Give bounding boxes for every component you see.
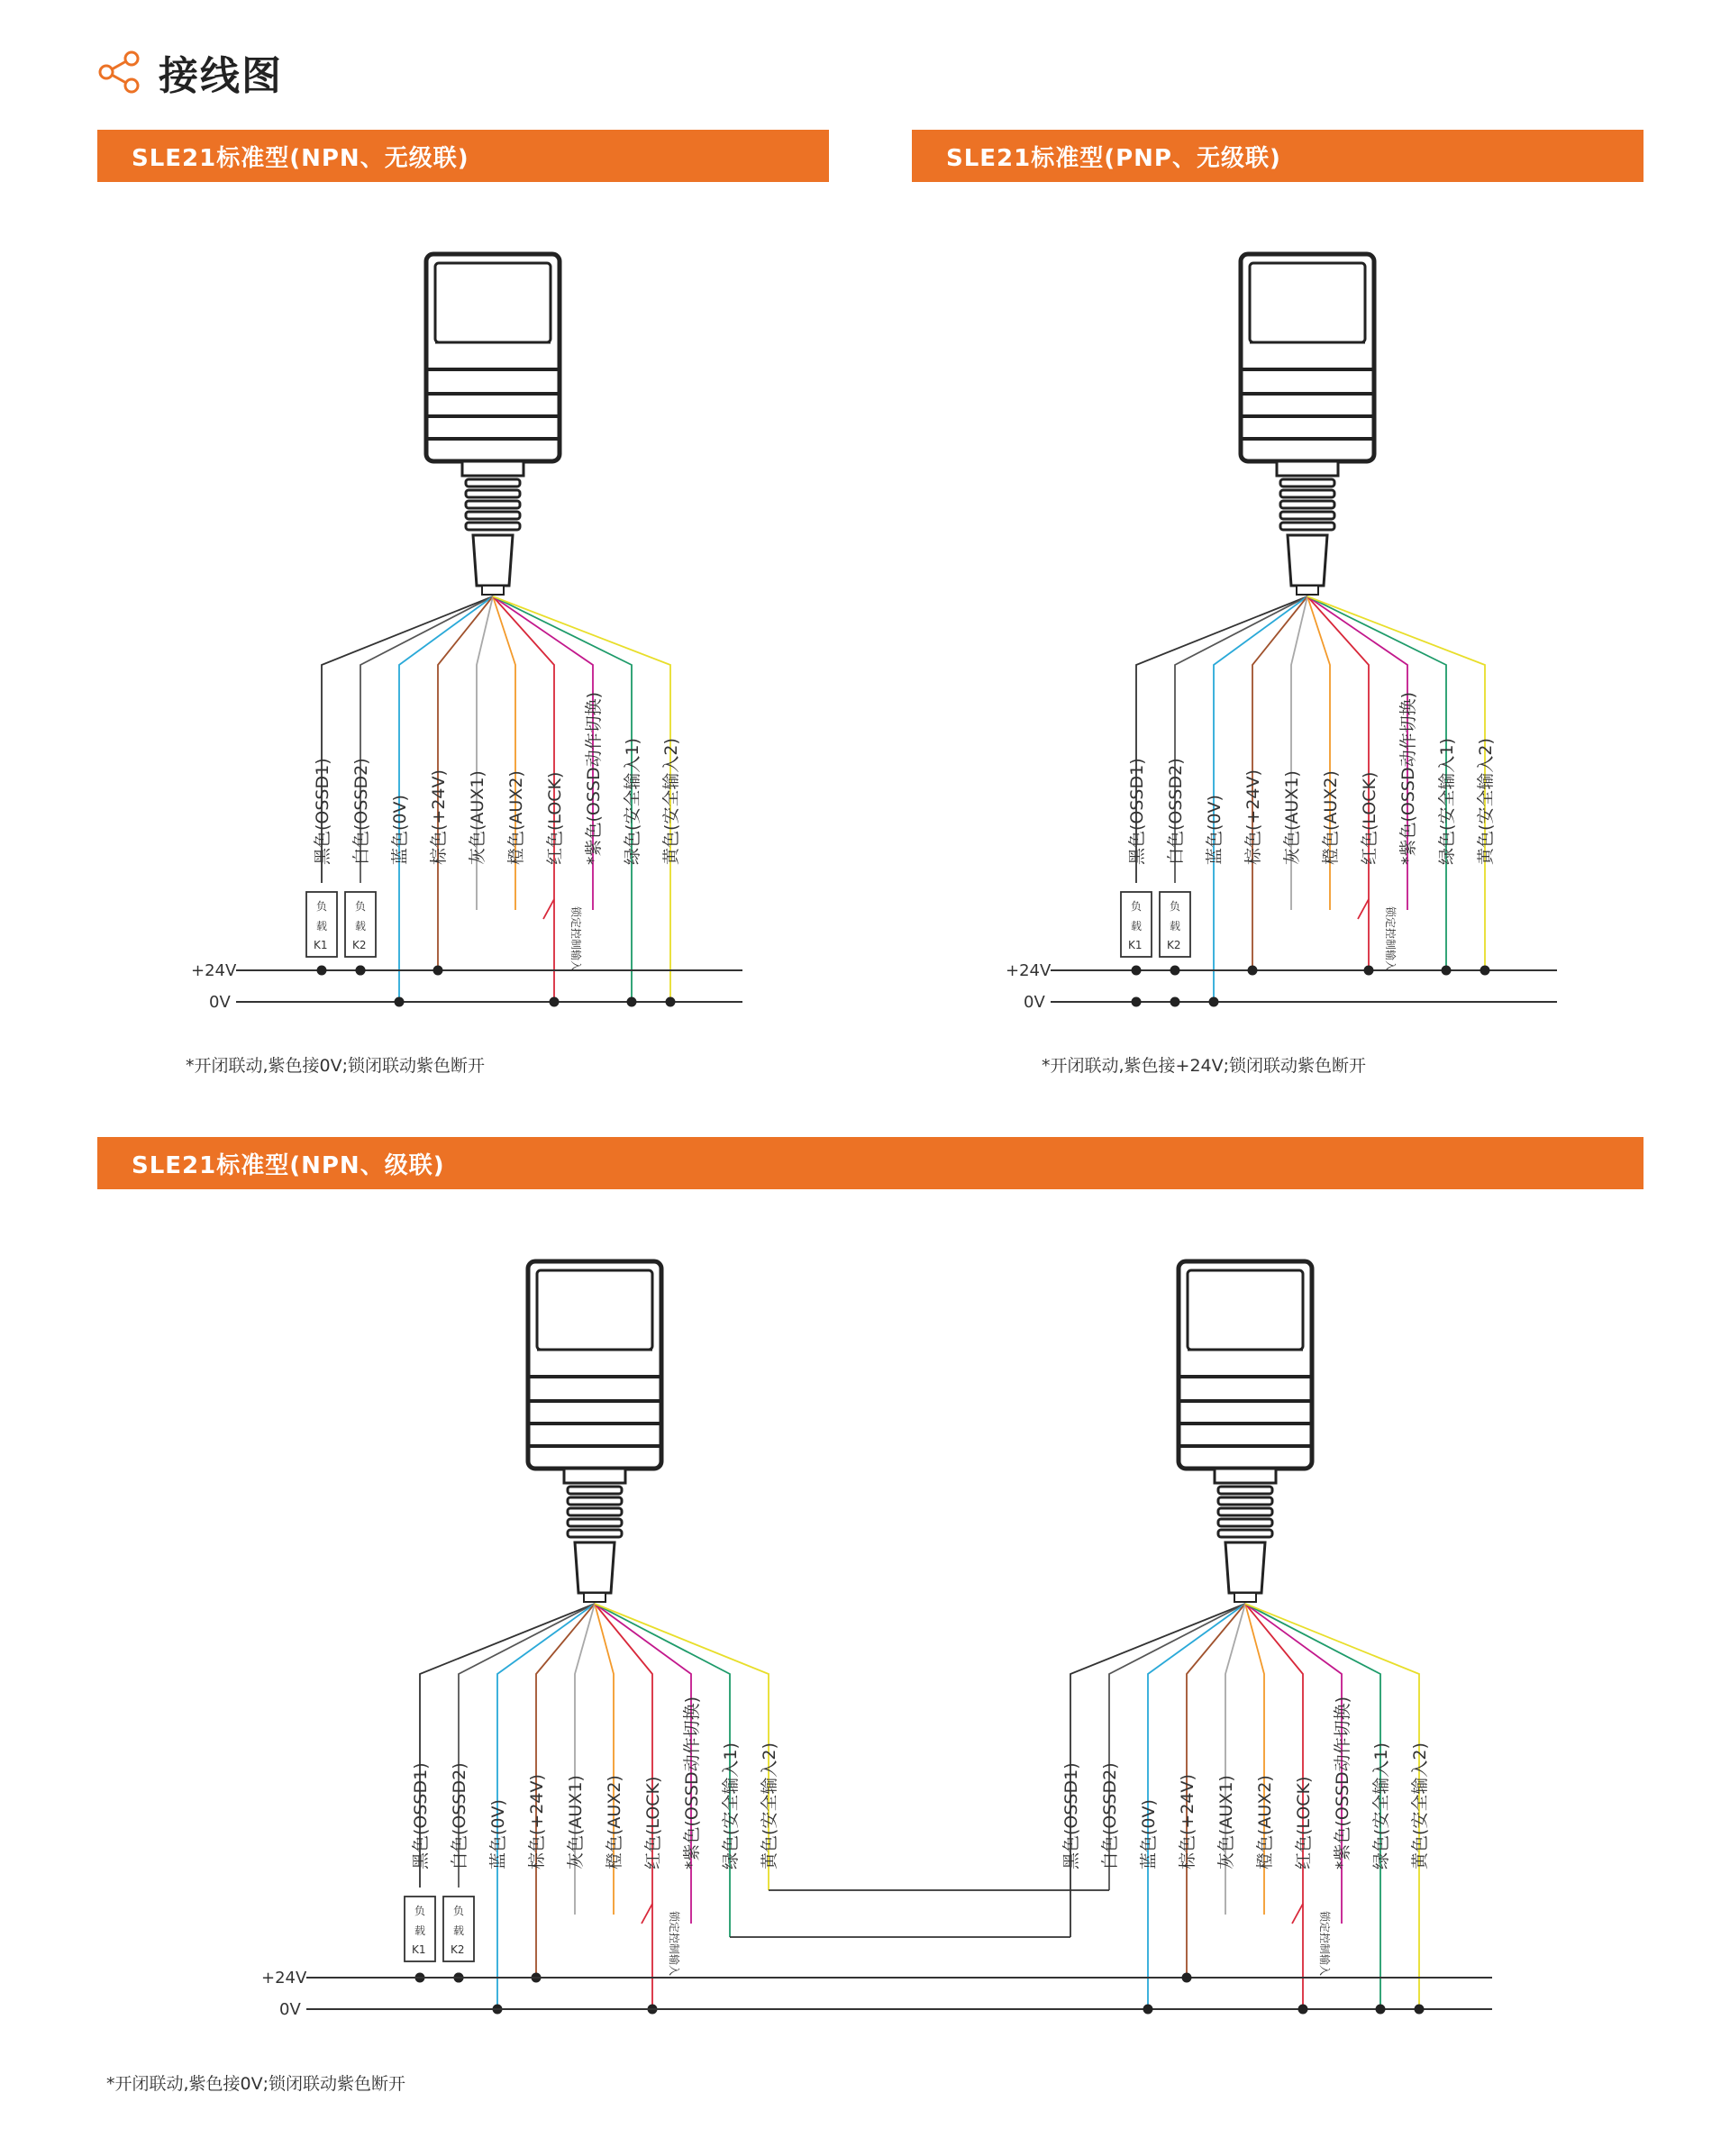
- connector-ring: [1280, 523, 1334, 530]
- cable-gland: [1225, 1542, 1265, 1593]
- section-heading: SLE21标准型(NPN、级联): [132, 1151, 445, 1179]
- junction-dot: [1298, 2005, 1308, 2015]
- wire-label: 黄色(安全输入2): [1476, 738, 1496, 865]
- load-label: 载: [1131, 920, 1143, 932]
- wire-label: 绿色(安全输入1): [1437, 738, 1457, 865]
- wire-label: 白色(OSSD2): [351, 758, 371, 865]
- load-label: 载: [414, 1924, 426, 1937]
- junction-dot: [666, 997, 676, 1007]
- wire-label: 红色(LOCK): [1360, 771, 1379, 865]
- cable-end: [482, 586, 504, 595]
- sensor-window: [1250, 263, 1365, 342]
- junction-dot: [1415, 2005, 1425, 2015]
- junction-dot: [433, 966, 443, 976]
- load-label: 负: [355, 900, 367, 913]
- rail-label-plus24: +24V: [191, 961, 237, 980]
- connector-ring: [466, 523, 520, 530]
- lock-switch: [1358, 899, 1369, 919]
- load-label: 载: [453, 1924, 465, 1937]
- wire-label: 红色(LOCK): [1294, 1776, 1314, 1869]
- wire-label: 黑色(OSSD1): [313, 758, 332, 865]
- note-cascade: *开闭联动,紫色接0V;锁闭联动紫色断开: [106, 2074, 406, 2094]
- connector-ring: [466, 490, 520, 497]
- junction-dot: [1376, 2005, 1386, 2015]
- wire-label: *紫色(OSSD动作切换): [1333, 1696, 1352, 1869]
- sensor-neck: [1277, 461, 1338, 476]
- wire-label: 黑色(OSSD1): [411, 1762, 431, 1869]
- wire-label: 绿色(安全输入1): [623, 738, 642, 865]
- sensor-window: [1188, 1270, 1303, 1350]
- section-heading: SLE21标准型(NPN、无级联): [132, 144, 469, 172]
- connector-ring: [568, 1487, 622, 1494]
- junction-dot: [1143, 2005, 1153, 2015]
- rail-label-plus24: +24V: [261, 1969, 307, 1988]
- rail-label-0v: 0V: [279, 2000, 301, 2019]
- load-label: K1: [412, 1943, 426, 1956]
- junction-dot: [356, 966, 366, 976]
- junction-dot: [1170, 997, 1180, 1007]
- lock-switch: [1292, 1904, 1303, 1924]
- junction-dot: [1480, 966, 1490, 976]
- cable-gland: [473, 535, 513, 586]
- connector-ring: [1280, 512, 1334, 519]
- lock-input-label: 锁定控制输入: [668, 1911, 680, 1977]
- wire-label: 白色(OSSD2): [450, 1762, 469, 1869]
- wire-label: 白色(OSSD2): [1100, 1762, 1120, 1869]
- connector-ring: [1218, 1530, 1272, 1537]
- load-label: K1: [314, 939, 328, 951]
- wire-label: *紫色(OSSD动作切换): [682, 1696, 702, 1869]
- connector-ring: [568, 1508, 622, 1515]
- connector-ring: [1218, 1487, 1272, 1494]
- junction-dot: [1132, 997, 1142, 1007]
- wire-label: 白色(OSSD2): [1166, 758, 1186, 865]
- wire-label: 灰色(AUX1): [566, 1775, 586, 1869]
- connector-ring: [1280, 490, 1334, 497]
- wire-label: 红色(LOCK): [545, 771, 565, 865]
- sensor-window: [537, 1270, 652, 1350]
- junction-dot: [1170, 966, 1180, 976]
- lock-input-label: 锁定控制输入: [1318, 1911, 1331, 1977]
- wire-label: 灰色(AUX1): [468, 770, 487, 865]
- wire-label: 橙色(AUX2): [605, 1775, 624, 1869]
- wire-label: 橙色(AUX2): [506, 770, 526, 865]
- wire-label: 黄色(安全输入2): [1410, 1742, 1430, 1869]
- connector-ring: [1218, 1497, 1272, 1505]
- connector-ring: [1280, 479, 1334, 487]
- wire-label: 棕色(+24V): [1243, 769, 1263, 865]
- cable-end: [584, 1593, 606, 1602]
- junction-dot: [1364, 966, 1374, 976]
- wire-label: 黑色(OSSD1): [1061, 1762, 1081, 1869]
- wire-label: 灰色(AUX1): [1282, 770, 1302, 865]
- load-label: 负: [453, 1905, 465, 1917]
- wire-8: [595, 1604, 691, 1924]
- wire-8: [1245, 1604, 1342, 1924]
- sensor-neck: [1215, 1469, 1276, 1483]
- junction-dot: [1132, 966, 1142, 976]
- junction-dot: [627, 997, 637, 1007]
- sensor-device: [1179, 1261, 1312, 1602]
- junction-dot: [395, 997, 405, 1007]
- connector-ring: [466, 501, 520, 508]
- connector-ring: [466, 479, 520, 487]
- load-label: K1: [1128, 939, 1143, 951]
- wire-label: 棕色(+24V): [429, 769, 449, 865]
- wire-label: 绿色(安全输入1): [1371, 1742, 1391, 1869]
- wire-label: *紫色(OSSD动作切换): [1398, 691, 1418, 865]
- wire-label: 黄色(安全输入2): [661, 738, 681, 865]
- cable-end: [1297, 586, 1318, 595]
- section-heading: SLE21标准型(PNP、无级联): [946, 144, 1281, 172]
- lock-switch: [642, 1904, 652, 1924]
- wire-label: 绿色(安全输入1): [721, 1742, 741, 1869]
- wire-label: 橙色(AUX2): [1255, 1775, 1275, 1869]
- sensor-neck: [564, 1469, 625, 1483]
- note-pnp: *开闭联动,紫色接+24V;锁闭联动紫色断开: [1042, 1056, 1367, 1076]
- sensor-neck: [462, 461, 524, 476]
- wire-label: *紫色(OSSD动作切换): [584, 691, 604, 865]
- connector-ring: [1280, 501, 1334, 508]
- wire-group: [1061, 1604, 1430, 2009]
- junction-dot: [1182, 1973, 1192, 1983]
- load-label: 负: [1131, 900, 1143, 913]
- connector-ring: [1218, 1519, 1272, 1526]
- wire-label: 蓝色(0V): [390, 795, 410, 865]
- junction-dot: [317, 966, 327, 976]
- load-label: 负: [1170, 900, 1181, 913]
- lock-switch: [543, 899, 554, 919]
- wire-label: 红色(LOCK): [643, 1776, 663, 1869]
- junction-dot: [550, 997, 560, 1007]
- load-label: 负: [414, 1905, 426, 1917]
- sensor-device: [528, 1261, 661, 1602]
- page-title: 接线图: [159, 53, 283, 99]
- wire-label: 蓝色(0V): [488, 1799, 508, 1869]
- wire-label: 黑色(OSSD1): [1127, 758, 1147, 865]
- load-label: 载: [355, 920, 367, 932]
- wire-label: 橙色(AUX2): [1321, 770, 1341, 865]
- load-label: 载: [316, 920, 328, 932]
- load-label: K2: [451, 1943, 465, 1956]
- sensor-device: [1241, 254, 1374, 595]
- wire-label: 蓝色(0V): [1139, 1799, 1159, 1869]
- lock-input-label: 锁定控制输入: [1384, 906, 1397, 972]
- connector-ring: [568, 1530, 622, 1537]
- connector-ring: [466, 512, 520, 519]
- rail-label-0v: 0V: [1024, 993, 1045, 1012]
- wire-label: 棕色(+24V): [1178, 1774, 1197, 1869]
- junction-dot: [1248, 966, 1258, 976]
- junction-dot: [1209, 997, 1219, 1007]
- wire-label: 灰色(AUX1): [1216, 1775, 1236, 1869]
- connector-ring: [568, 1497, 622, 1505]
- load-label: 载: [1170, 920, 1181, 932]
- cable-gland: [575, 1542, 615, 1593]
- load-label: K2: [352, 939, 367, 951]
- junction-dot: [1442, 966, 1452, 976]
- lock-input-label: 锁定控制输入: [569, 906, 582, 972]
- note-npn: *开闭联动,紫色接0V;锁闭联动紫色断开: [186, 1056, 486, 1076]
- wire-label: 棕色(+24V): [527, 1774, 547, 1869]
- connector-ring: [568, 1519, 622, 1526]
- load-label: 负: [316, 900, 328, 913]
- rail-label-plus24: +24V: [1006, 961, 1052, 980]
- rail-label-0v: 0V: [209, 993, 231, 1012]
- wire-1: [1070, 1604, 1245, 1937]
- wire-label: 蓝色(0V): [1205, 795, 1225, 865]
- load-label: K2: [1167, 939, 1181, 951]
- cable-end: [1234, 1593, 1256, 1602]
- cable-gland: [1288, 535, 1327, 586]
- connector-ring: [1218, 1508, 1272, 1515]
- wire-label: 黄色(安全输入2): [760, 1742, 779, 1869]
- sensor-device: [426, 254, 560, 595]
- sensor-window: [435, 263, 551, 342]
